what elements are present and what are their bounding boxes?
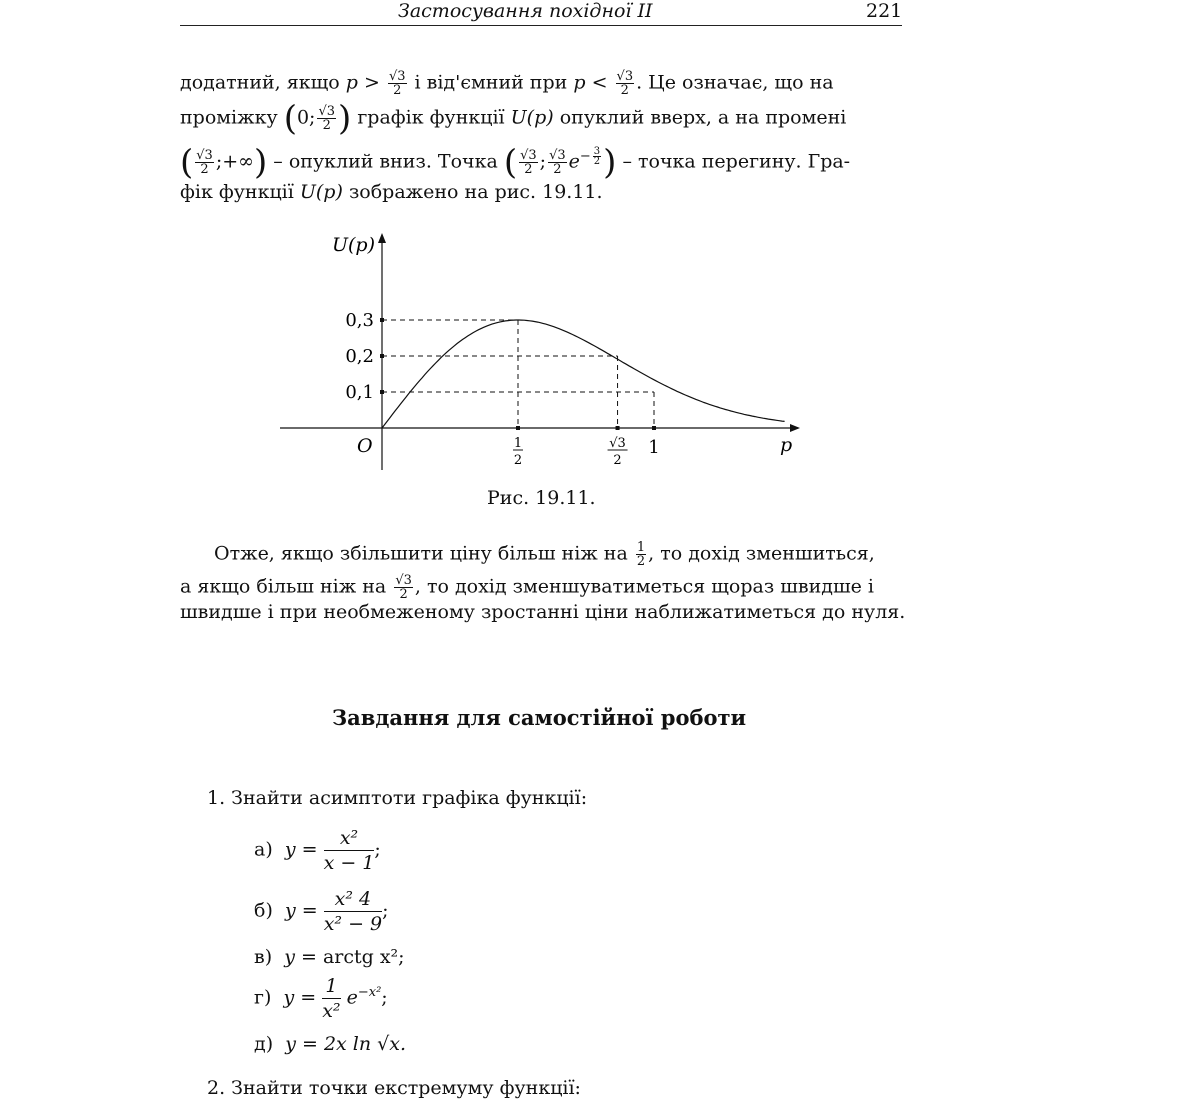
x-tick-label: 2 [513,453,523,468]
y-tick-label: 0,2 [345,346,374,367]
task-2-heading: 2. Знайти точки екстремуму функції: [207,1077,581,1099]
intro-line-4: фік функції U(p) зображено на рис. 19.11. [180,181,603,203]
x-tick-mark [516,426,520,430]
x-axis-arrow [790,424,800,432]
x-tick-label: √3 [609,436,626,451]
function-graph [270,225,820,475]
y-axis-label: U(p) [332,234,376,256]
y-tick-label: 0,1 [345,382,374,403]
intro-line-3: ( $\frac{√3}{2}$ ;+∞) – опуклий вниз. Точка ( $\frac{√3}{2}$ ; $\frac{√3}{2}$ $e^{- \frac{3}{2}}$ ) – точка перегину. Гра- [180,142,851,183]
y-tick-mark [380,318,384,322]
task-1e: д) y = 2x ln √x. [254,1033,407,1055]
y-axis-arrow [378,233,386,243]
x-axis-label: p [780,434,793,456]
x-tick-mark [652,426,656,430]
conclusion-line-3: швидше і при необмеженому зростанні ціни наближатиметься до нуля. [180,601,906,623]
header-rule [180,25,902,26]
conclusion-line-2: а якщо більш ніж на $\frac{√3}{2}$ , то дохід зменшуватиметься щораз швидше і [180,573,874,602]
conclusion-line-1: Отже, якщо збільшити ціну більш ніж на $\frac{1}{2}$ , то дохід зменшиться, [214,540,875,569]
origin-label: O [357,435,373,457]
y-tick-label: 0,3 [345,310,374,331]
task-1d: г) y = $\frac{1}{\text{x²}}$ $e^{-x^2}$; [254,975,388,1022]
section-title: Завдання для самостійної роботи [332,705,747,730]
running-header-title: Застосування похідної II [398,0,653,22]
task-1-heading: 1. Знайти асимптоти графіка функції: [207,787,588,809]
function-curve [382,320,785,428]
y-tick-mark [380,354,384,358]
intro-line-2: проміжку (0; $\frac{√3}{2}$ ) графік функції U(p) опуклий вверх, а на промені [180,98,847,139]
task-1b: б) y = $\frac{\text{x² 4}}{\text{x² − 9}}$ ; [254,888,389,935]
x-tick-label: 1 [513,436,523,451]
x-tick-label: 1 [648,437,660,458]
x-tick-label: 2 [613,453,622,468]
task-1c: в) y = arctg x²; [254,946,405,968]
intro-line-1: додатний, якщо p > $\frac{√3}{2}$ і від'ємний при p < $\frac{√3}{2}$ . Це означає, що на [180,69,834,98]
figure-caption: Рис. 19.11. [487,487,596,509]
page-number: 221 [866,0,903,22]
task-1a: а) y = $\frac{\text{x²}}{x - 1}$ ; [254,827,381,874]
y-tick-mark [380,390,384,394]
x-tick-mark [616,426,620,430]
